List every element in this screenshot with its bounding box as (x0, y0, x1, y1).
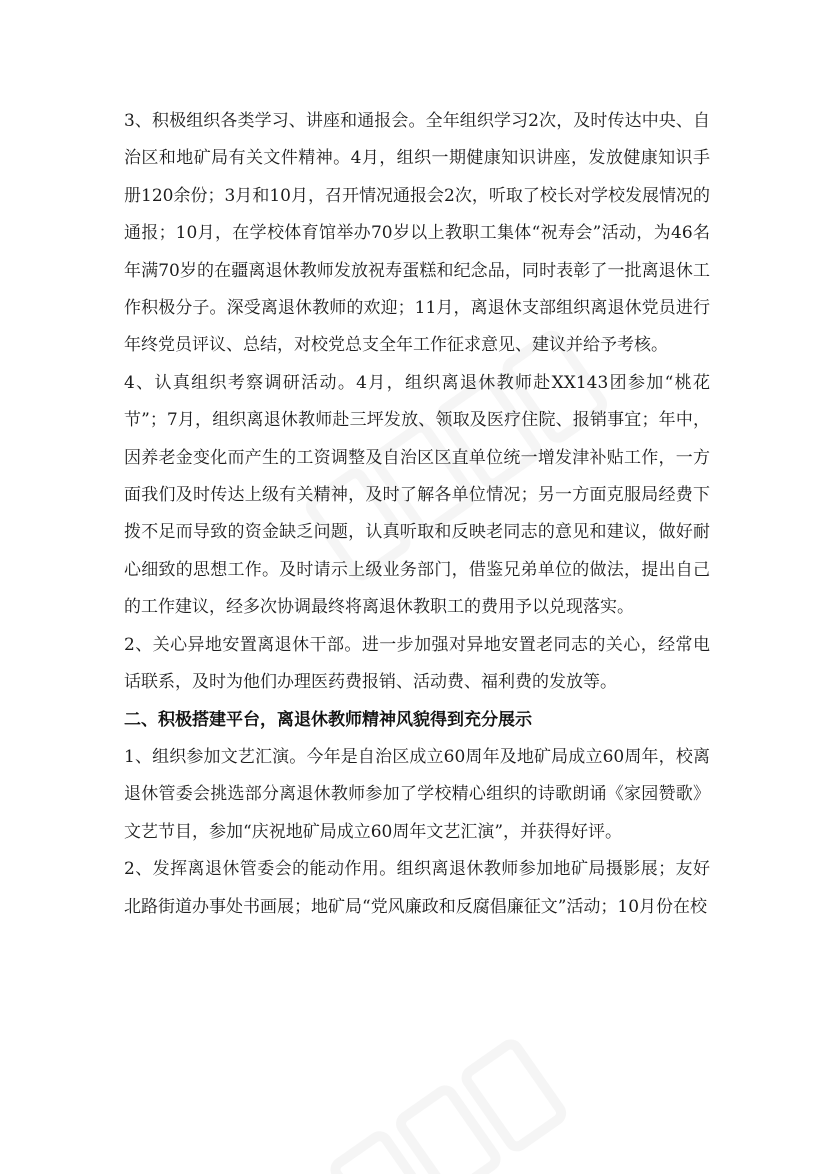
paragraph-study-sessions: 3、积极组织各类学习、讲座和通报会。全年组织学习2次，及时传达中央、自治区和地矿局有关文件精神。4月，组织一期健康知识讲座，发放健康知识手册120余份；3月和10月，召开情况通报会2次，听取了校长对学校发展情况的通报；10月，在学校体育馆举办70岁以上教职工集体“祝寿会”活动，为46名年满70岁的在疆离退休教师发放祝寿蛋糕和纪念品，同时表彰了一批离退休工作积极分子。深受离退休教师的欢迎；11月，离退休支部组织离退休党员进行年终党员评议、总结，对校党总支全年工作征求意见、建议并给予考核。 (124, 111, 710, 356)
paragraph-art-performance: 1、组织参加文艺汇演。今年是自治区成立60周年及地矿局成立60周年，校离退休管委会挑选部分离退休教师参加了学校精心组织的诗歌朗诵《家园赞歌》文艺节目，参加“庆祝地矿局成立60周年文艺汇演”，并获得好评。 (124, 746, 710, 842)
paragraph-inspection-activities: 4、认真组织考察调研活动。4月，组织离退休教师赴XX143团参加“桃花节”；7月，组织离退休教师赴三坪发放、领取及医疗住院、报销事宜；年中，因养老金变化而产生的工资调整及自治区区直单位统一增发津补贴工作，一方面我们及时传达上级有关精神，及时了解各单位情况；另一方面克服局经费下拨不足而导致的资金缺乏问题，认真听取和反映老同志的意见和建议，做好耐心细致的思想工作。及时请示上级业务部门，借鉴兄弟单位的做法，提出自己的工作建议，经多次协调最终将离退休教职工的费用予以兑现落实。 (124, 372, 710, 618)
paragraph-committee-role: 2、发挥离退休管委会的能动作用。组织离退休教师参加地矿局摄影展；友好北路街道办事处书画展；地矿局“党风廉政和反腐倡廉征文”活动；10月份在校 (124, 859, 710, 917)
section-heading: 二、积极搭建平台，离退休教师精神风貌得到充分展示 (124, 709, 532, 730)
paragraph-remote-retirees: 2、关心异地安置离退休干部。进一步加强对异地安置老同志的关心，经常电话联系，及时为他们办理医药费报销、活动费、福利费的发放等。 (124, 634, 710, 693)
document-body (124, 103, 710, 926)
